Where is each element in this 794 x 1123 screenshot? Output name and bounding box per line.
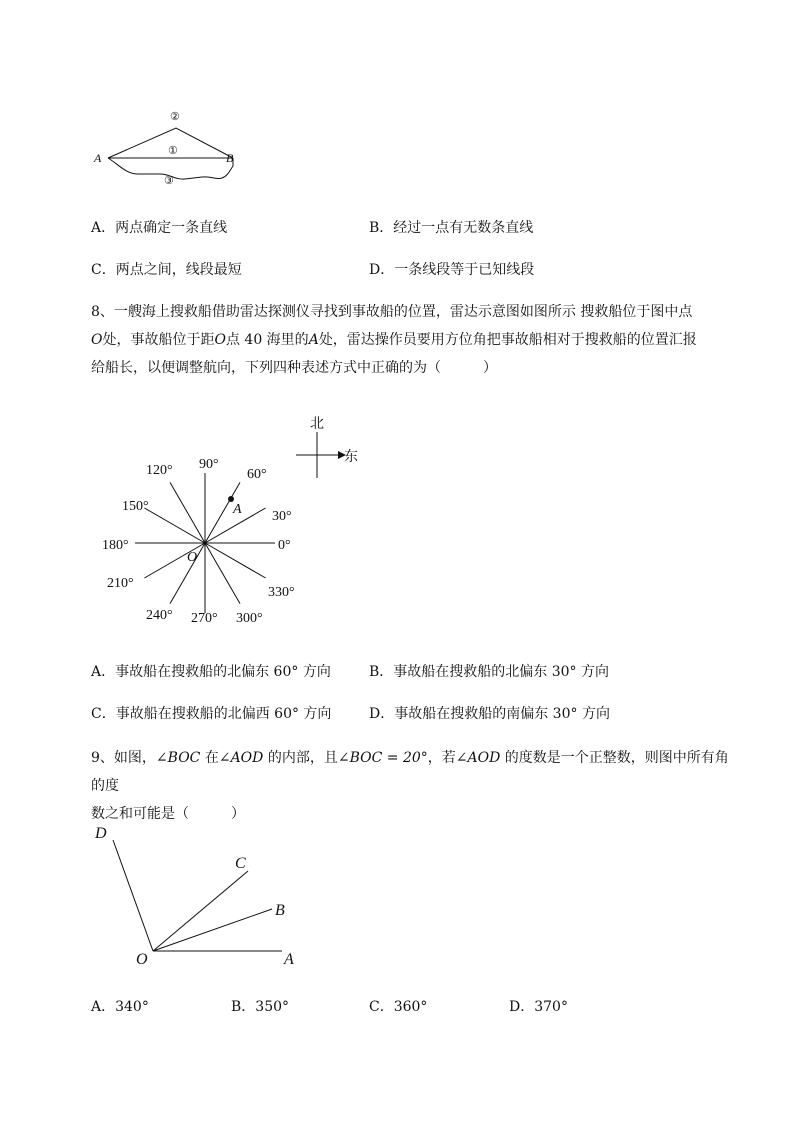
q8-option-a: A．事故船在搜救船的北偏东 60° 方向 [91,664,331,680]
q8-o: O [91,332,103,348]
label-deg-120: 120° [146,463,173,478]
q9-option-c: C．360° [369,999,428,1015]
q9-angle-aod: ∠AOD [218,750,264,766]
q7-option-a: A．两点确定一条直线 [91,220,228,236]
radar-ray-330 [205,543,266,578]
q9-line1-mid3: ，若 [427,750,456,766]
label-b: B [275,902,285,919]
q9-angle-aod-2: ∠AOD [455,750,501,766]
q8-line1: 8、一艘海上搜救船借助雷达探测仪寻找到事故船的位置，雷达示意图如图所示 搜救船位于图中点 [91,304,693,320]
label-deg-90: 90° [199,457,219,472]
circle-3: ③ [164,175,174,187]
label-deg-150: 150° [122,499,149,514]
q8-option-c: C．事故船在搜救船的北偏西 60° 方向 [91,706,332,722]
ray-od [113,840,153,951]
label-deg-0: 0° [278,538,291,553]
compass-north: 北 [310,417,324,432]
q9-option-a: A．340° [91,999,149,1015]
label-deg-180: 180° [102,538,129,553]
label-d: D [95,825,107,842]
label-a: A [94,151,102,165]
q9-figure [88,818,308,968]
label-deg-330: 330° [268,585,295,600]
label-deg-30: 30° [272,509,292,524]
ray-oc [153,871,248,951]
label-deg-210: 210° [107,576,134,591]
label-deg-240: 240° [146,608,173,623]
q8-line2-end: 处，雷达操作员要用方位角把事故船相对于搜救船的位置汇报 [318,332,697,348]
q9-line1-mid2: 的内部，且 [263,750,338,766]
q9-line2: 数之和可能是（ ） [91,806,245,822]
q8-o2: O [214,332,226,348]
q9-option-b: B．350° [231,999,290,1015]
circle-1: ① [168,145,178,157]
q9-option-d: D．370° [509,999,568,1015]
q7-option-b: B．经过一点有无数条直线 [369,220,534,236]
radar-ray-300 [205,543,240,604]
label-deg-60: 60° [247,467,267,482]
q9-angle-boc: ∠BOC [155,750,201,766]
q9-question [91,744,741,828]
label-deg-270: 270° [191,611,218,626]
q8-line2-rest: 点 40 海里的 [225,332,309,348]
q8-a: A [308,332,319,348]
q8-option-d: D．事故船在搜救船的南偏东 30° 方向 [369,706,610,722]
q8-question [91,298,741,382]
radar-ray-120 [170,482,205,543]
q8-line2-mid: 处，事故船位于距 [102,332,215,348]
label-o: O [136,951,148,968]
q9-line1-mid: 在 [200,750,219,766]
ray-ob [153,909,272,951]
q9-line1-start: 9、如图， [91,750,156,766]
q7-option-d: D．一条线段等于已知线段 [369,262,535,278]
label-point-a: A [233,502,242,517]
q8-line2 [91,326,741,354]
radar-diagram [100,448,310,633]
q8-option-b: B．事故船在搜救船的北偏东 30° 方向 [369,664,610,680]
radar-ray-150 [144,508,205,543]
label-a: A [284,951,294,968]
radar-rays [135,473,275,613]
q9-line1 [91,744,741,800]
label-deg-300: 300° [236,611,263,626]
compass-east: 东 [344,450,358,465]
circle-2: ② [170,111,180,123]
label-b: B [226,151,234,165]
q9-line1-end: 的度数是一个正整数，则图中所有角的度 [91,750,729,794]
label-point-o: O [187,550,198,565]
q8-line3: 给船长，以便调整航向，下列四种表述方式中正确的为（ ） [91,360,497,376]
q9-equation: ∠BOC = 20° [337,750,428,766]
label-c: C [235,855,246,872]
q7-figure [90,106,250,190]
q7-option-c: C．两点之间，线段最短 [91,262,242,278]
